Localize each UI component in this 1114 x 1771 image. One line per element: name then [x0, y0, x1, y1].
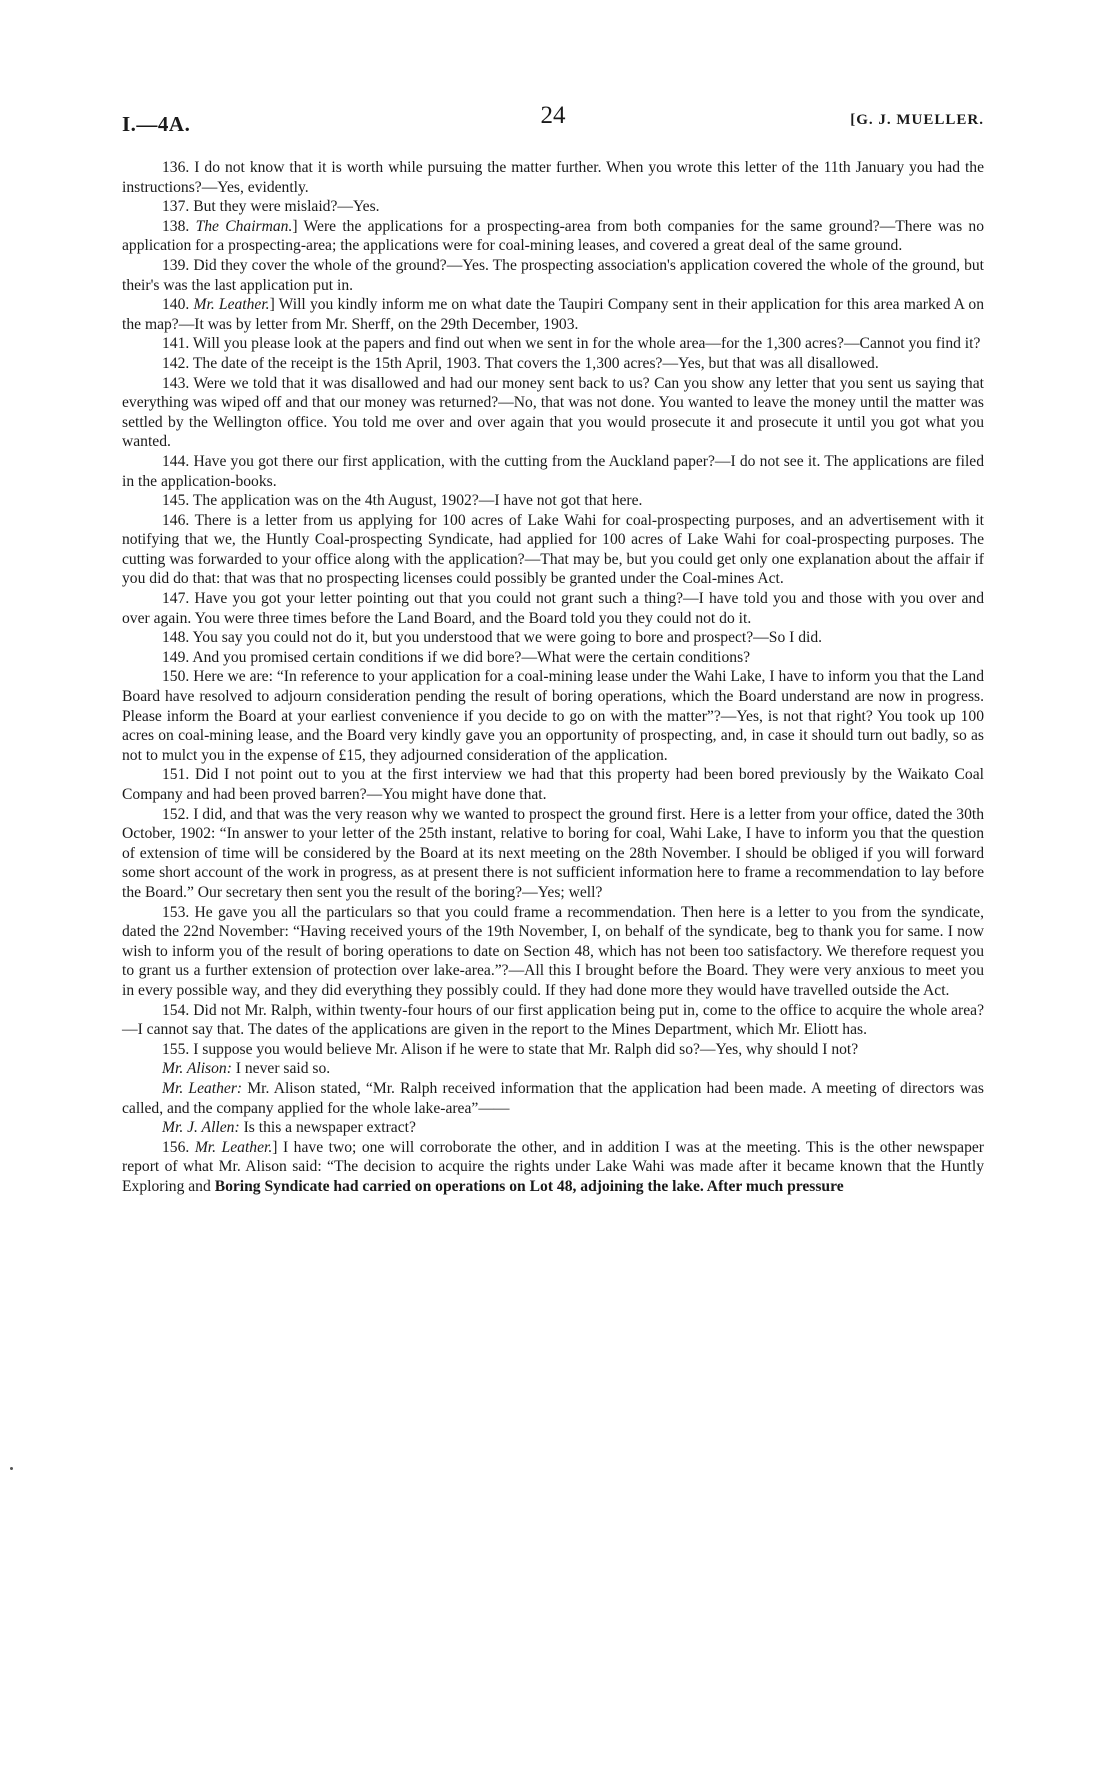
paragraph-text: 154. Did not Mr. Ralph, within twenty-four hours of our first application being put in, come to the office to acquire the whole area?—I cannot say that. The dates of the applications are given in the report to the Mines Department, which Mr. Eliott has. [122, 1001, 984, 1039]
transcript-paragraph [122, 158, 984, 197]
speaker-name: Mr. J. Allen: [162, 1119, 240, 1137]
transcript-paragraph [122, 903, 984, 1001]
paragraph-text: 144. Have you got there our first application, with the cutting from the Auckland paper?—I do not see it. The applications are filed in the application-books. [122, 452, 984, 490]
transcript-paragraph [122, 667, 984, 765]
paragraph-text: 141. Will you please look at the papers and find out when we sent in for the whole area—for the 1,300 acres?—Cannot you find it? [162, 335, 981, 353]
paragraph-text: 153. He gave you all the particulars so that you could frame a recommendation. Then here is a letter to you from the syndicate, dated the 22nd November: “Having received yours of the 19th November, I, on behalf of the syndicate, beg to thank you for same. I now wish to inform you of the result of boring operations to date on Section 48, which has not been too satisfactory. We therefore request you to grant us a further extension of protection over lake-area.”?—All this I brought before the Board. They were very anxious to meet you in every possible way, and they did everything they possibly could. If they had done more they would have travelled outside the Act. [122, 903, 984, 999]
paragraph-text: ] Will you kindly inform me on what date the Taupiri Company sent in their application for this area marked A on the map?—It was by letter from Mr. Sherff, on the 29th December, 1903. [122, 296, 984, 333]
page-header [122, 98, 984, 138]
question-number: 140. [162, 296, 194, 314]
transcript-paragraph [122, 295, 984, 334]
speaker-name: Mr. Leather. [194, 1138, 273, 1156]
paragraph-text: 150. Here we are: “In reference to your application for a coal-mining lease under the Wahi Lake, I have to inform you that the Land Board have resolved to adjourn consideration pending the result of boring operations, which the Board understand are now in progress. Please inform the Board at your earliest convenience if you decide to go on with the matter”?—Yes, is not that right? You took up 100 acres on coal-mining lease, and the Board very kindly gave you an opportunity of prospecting, and, in case it should turn out badly, so as not to mulct you in the expense of £15, they adjourned consideration of the application. [122, 668, 984, 764]
transcript-paragraph [122, 256, 984, 295]
paragraph-text: 151. Did I not point out to you at the first interview we had that this property had been bored previously by the Waikato Coal Company and had been proved barren?—You might have done that. [122, 766, 984, 803]
speaker-name: Mr. Alison: [162, 1060, 232, 1078]
paragraph-text: 143. Were we told that it was disallowed and had our money sent back to us? Can you show any letter that you sent us saying that everything was wiped off and that our money was returned?—No, that was not done. You wanted to leave the money until the matter was settled by the Wellington office. You told me over and over again that you would prosecute it and prosecute it until you got what you wanted. [122, 374, 984, 451]
transcript-paragraph [122, 1138, 984, 1197]
transcript-paragraph [122, 1059, 984, 1079]
paragraph-text: 147. Have you got your letter pointing out that you could not grant such a thing?—I have told you and those with you over and over again. You were three times before the Land Board, and the Board told you they could not do it. [122, 590, 984, 627]
paragraph-text: 152. I did, and that was the very reason why we wanted to prospect the ground first. Here is a letter from your office, dated the 30th October, 1902: “In answer to your letter of the 25th instant, relative to boring for coal, Wahi Lake, I have to inform you that the question of extension of time will be considered by the Board at its next meeting on the 28th November. I should be obliged if you will forward some short account of the work in progress, as at present there is not sufficient information here to frame a recommendation to lay before the Board.” Our secretary then sent you the result of the boring?—Yes; well? [122, 805, 984, 901]
transcript-paragraph [122, 217, 984, 256]
speaker-name: The Chairman. [195, 217, 293, 235]
transcript-paragraph [122, 1040, 984, 1060]
transcript-paragraph [122, 1118, 984, 1138]
transcript-paragraph [122, 354, 984, 374]
transcript-paragraph [122, 648, 984, 668]
paragraph-text: 142. The date of the receipt is the 15th April, 1903. That covers the 1,300 acres?—Yes, but that was all disallowed. [162, 354, 879, 372]
transcript-paragraph [122, 628, 984, 648]
paragraph-text: 146. There is a letter from us applying for 100 acres of Lake Wahi for coal-prospecting purposes, and an advertisement with it notifying that we, the Huntly Coal-prospecting Syndicate, had applied for 100 acres of Lake Wahi for coal-prospecting purposes. The cutting was forwarded to your office along with the application?—That may be, but you could get only one explanation about the affair if you did do that: that was that no prospecting licenses could possibly be granted under the Coal-mines Act. [122, 511, 984, 588]
paragraph-text: 139. Did they cover the whole of the ground?—Yes. The prospecting association's application covered the whole of the ground, but their's was the last application put in. [122, 256, 984, 294]
scan-dot [10, 1467, 13, 1470]
question-number: 156. [162, 1138, 195, 1156]
transcript-paragraph [122, 1001, 984, 1040]
paragraph-text: ] Were the applications for a prospecting-area from both companies for the same ground?—There was no application for a prospecting-area; the applications were for coal-mining leases, and covered a great deal of the same ground. [122, 217, 985, 255]
document-page [122, 98, 984, 1196]
transcript-paragraph [122, 511, 984, 589]
transcript-paragraph [122, 374, 984, 452]
paragraph-text: 136. I do not know that it is worth while pursuing the matter further. When you wrote this letter of the 11th January you had the instructions?—Yes, evidently. [122, 159, 984, 196]
witness-name: [G. J. MUELLER. [850, 112, 984, 128]
page-number: 24 [540, 102, 566, 129]
paragraph-text: Mr. Alison stated, “Mr. Ralph received information that the application had been made. A meeting of directors was called, and the company applied for the whole lake-area”—— [122, 1079, 984, 1117]
paragraph-text: 155. I suppose you would believe Mr. Alison if he were to state that Mr. Ralph did so?—Yes, why should I not? [162, 1040, 859, 1058]
transcript-paragraph [122, 197, 984, 217]
paragraph-text: I never said so. [231, 1060, 331, 1078]
document-body [122, 158, 984, 1196]
paragraph-text: 145. The application was on the 4th August, 1902?—I have not got that here. [162, 492, 643, 510]
transcript-paragraph [122, 589, 984, 628]
document-reference: I.—4A. [122, 112, 191, 136]
paragraph-text: 148. You say you could not do it, but you understood that we were going to bore and prospect?—So I did. [162, 629, 823, 647]
transcript-paragraph [122, 765, 984, 804]
transcript-paragraph [122, 1079, 984, 1118]
transcript-paragraph [122, 805, 984, 903]
transcript-paragraph [122, 491, 984, 511]
paragraph-text-bold: Boring Syndicate had carried on operations on Lot 48, adjoining the lake. After much pressure [214, 1177, 844, 1195]
paragraph-text: ] I have two; one will corroborate the other, and in addition I was at the meeting. This is the other newspaper report of what Mr. Alison said: “The decision to acquire the rights under Lake Wahi was made after it became known that the Huntly Exploring and [122, 1138, 984, 1195]
paragraph-text: 149. And you promised certain conditions if we did bore?—What were the certain conditions? [162, 648, 751, 666]
transcript-paragraph [122, 452, 984, 491]
speaker-name: Mr. Leather. [193, 296, 270, 314]
question-number: 138. [162, 217, 196, 235]
paragraph-text: 137. But they were mislaid?—Yes. [162, 198, 380, 216]
transcript-paragraph [122, 334, 984, 354]
paragraph-text: Is this a newspaper extract? [239, 1119, 416, 1137]
speaker-name: Mr. Leather: [162, 1079, 243, 1097]
